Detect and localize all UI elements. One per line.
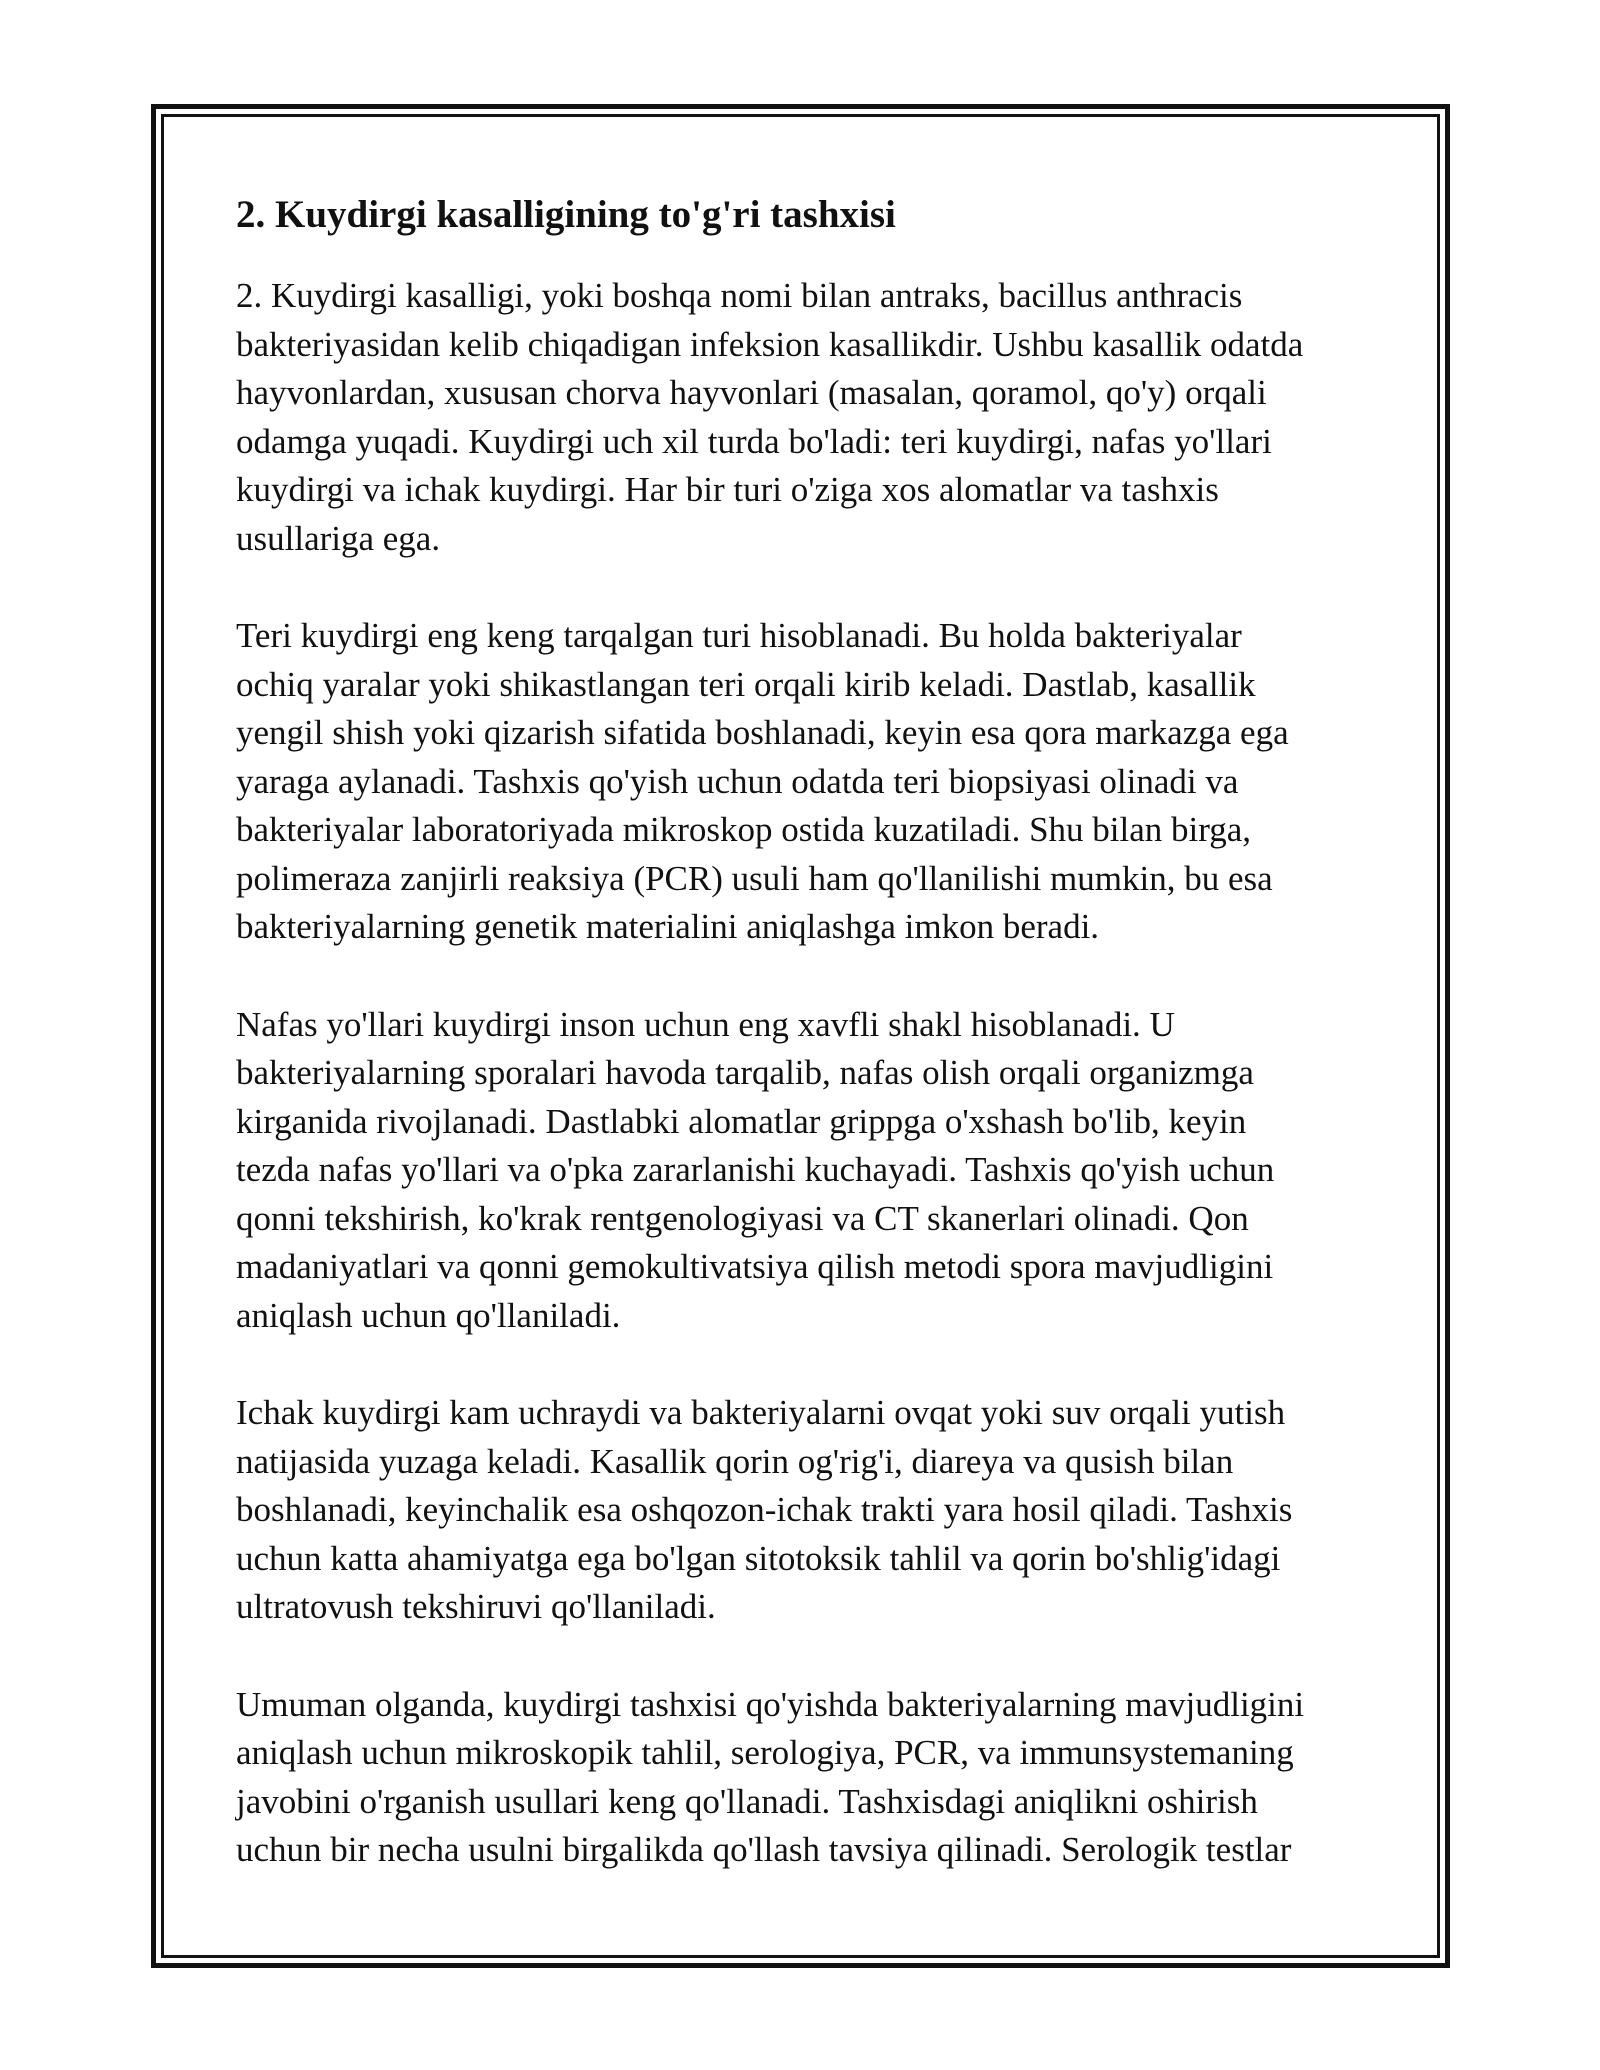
text-line: yengil shish yoki qizarish sifatida boshlanadi, keyin esa qora markazga ega — [236, 713, 1289, 752]
text-line: bakteriyasidan kelib chiqadigan infeksion kasallikdir. Ushbu kasallik odatda — [236, 324, 1304, 364]
text-line: bakteriyalar laboratoriyada mikroskop ostida kuzatiladi. Shu bilan birga, — [236, 810, 1252, 849]
text-line: Umuman olganda, kuydirgi tashxisi qo'yishda bakteriyalarning mavjudligini — [236, 1684, 1305, 1724]
text-line: ultratovush tekshiruvi qo'llaniladi. — [236, 1587, 716, 1626]
text-line: yaraga aylanadi. Tashxis qo'yish uchun odatda teri biopsiyasi olinadi va — [236, 761, 1239, 801]
text-line: Teri kuydirgi eng keng tarqalgan turi hisoblanadi. Bu holda bakteriyalar — [236, 616, 1242, 655]
paragraph-intestinal-anthrax — [236, 1389, 1376, 1632]
text-line: qonni tekshirish, ko'krak rentgenologiyasi va CT skanerlari olinadi. Qon — [236, 1198, 1249, 1238]
paragraph-skin-anthrax — [236, 612, 1376, 952]
text-line: kuydirgi va ichak kuydirgi. Har bir turi o'ziga xos alomatlar va tashxis — [236, 470, 1219, 509]
text-line: aniqlash uchun qo'llaniladi. — [236, 1295, 621, 1335]
text-line: odamga yuqadi. Kuydirgi uch xil turda bo'ladi: teri kuydirgi, nafas yo'llari — [236, 421, 1272, 461]
paragraph-intro — [236, 272, 1376, 563]
text-line: natijasida yuzaga keladi. Kasallik qorin og'rig'i, diareya va qusish bilan — [236, 1441, 1234, 1481]
text-line: hayvonlardan, xususan chorva hayvonlari (masalan, qoramol, qo'y) orqali — [236, 373, 1267, 412]
text-line: bakteriyalarning sporalari havoda tarqalib, nafas olish orqali organizmga — [236, 1053, 1254, 1092]
text-line: kirganida rivojlanadi. Dastlabki alomatlar grippga o'xshash bo'lib, keyin — [236, 1101, 1247, 1141]
text-line: tezda nafas yo'llari va o'pka zararlanishi kuchayadi. Tashxis qo'yish uchun — [236, 1150, 1275, 1189]
text-line: Ichak kuydirgi kam uchraydi va bakteriyalarni ovqat yoki suv orqali yutish — [236, 1393, 1286, 1432]
document-title: 2. Kuydirgi kasalligining to'g'ri tashxisi — [236, 193, 896, 236]
document-body — [236, 182, 1376, 1924]
text-line: aniqlash uchun mikroskopik tahlil, serologiya, PCR, va immunsystemaning — [236, 1733, 1294, 1772]
text-line: madaniyatlari va qonni gemokultivatsiya qilish metodi spora mavjudligini — [236, 1247, 1274, 1286]
text-line: Nafas yo'llari kuydirgi inson uchun eng xavfli shakl hisoblanadi. U — [236, 1004, 1175, 1044]
text-line: bakteriyalarning genetik materialini aniqlashga imkon beradi. — [236, 907, 1100, 946]
paragraph-summary — [236, 1681, 1376, 1875]
text-line: javobini o'rganish usullari keng qo'llanadi. Tashxisdagi aniqlikni oshirish — [236, 1781, 1258, 1821]
text-line: 2. Kuydirgi kasalligi, yoki boshqa nomi bilan antraks, bacillus anthracis — [236, 276, 1243, 315]
text-line: ochiq yaralar yoki shikastlangan teri orqali kirib keladi. Dastlab, kasallik — [236, 664, 1256, 704]
paragraph-respiratory-anthrax — [236, 1001, 1376, 1341]
text-line: uchun bir necha usulni birgalikda qo'llash tavsiya qilinadi. Serologik testlar — [236, 1830, 1292, 1869]
text-line: boshlanadi, keyinchalik esa oshqozon-ichak trakti yara hosil qiladi. Tashxis — [236, 1490, 1293, 1529]
text-line: usullariga ega. — [236, 518, 441, 558]
text-line: uchun katta ahamiyatga ega bo'lgan sitotoksik tahlil va qorin bo'shlig'idagi — [236, 1538, 1281, 1578]
text-line: polimeraza zanjirli reaksiya (PCR) usuli ham qo'llanilishi mumkin, bu esa — [236, 858, 1273, 898]
